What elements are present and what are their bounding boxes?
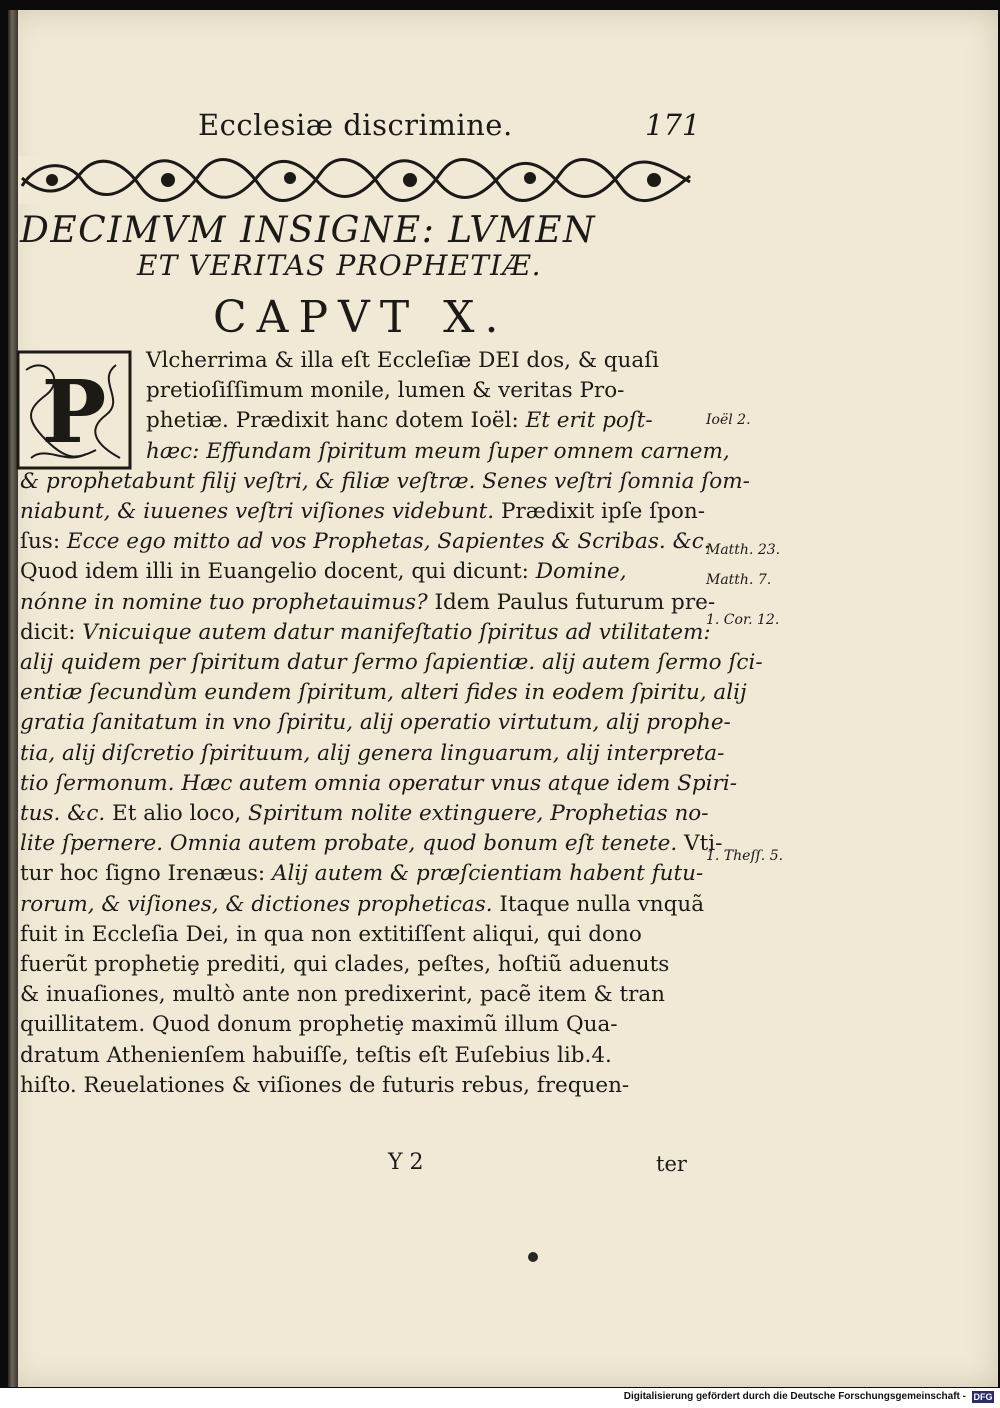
text-line (20, 1071, 629, 1101)
text-segment: fuit in Eccleſia Dei, in qua non extitiſſent aliqui, qui dono (20, 921, 642, 947)
heading-line-2: ET VERITAS PROPHETIÆ. (137, 249, 542, 282)
text-segment: hiſto. Reuelationes & viſiones de futuris rebus, frequen- (20, 1072, 630, 1098)
text-segment: alij quidem per ſpiritum datur ſermo ſapientiæ. alij autem ſermo ſci- (20, 650, 763, 675)
text-segment: dratum Athenienſem habuiſſe, teſtis eſt Euſebius lib.4. (20, 1042, 612, 1068)
book-spine (8, 10, 18, 1387)
text-segment: Itaque nulla vnquã (492, 891, 705, 917)
text-segment: pretioſiſſimum monile, lumen & veritas Pro- (146, 378, 625, 404)
text-line (146, 346, 659, 376)
text-line (20, 739, 724, 769)
text-line (20, 648, 763, 678)
text-segment: Vnicuique autem datur manifeſtatio ſpiritus ad vtilitatem: (82, 619, 711, 645)
text-segment: niabunt, & iuuenes veſtri viſiones videbunt. (20, 499, 495, 524)
text-line (20, 799, 709, 829)
text-segment: Prædixit ipſe ſpon- (494, 499, 705, 524)
text-segment: entiæ ſecundùm eundem ſpiritum, alteri fides in eodem ſpiritu, alij (20, 680, 747, 706)
ornamental-headpiece (18, 156, 694, 204)
text-segment: rorum, & viſiones, & dictiones propheticas. (20, 891, 493, 917)
text-line (20, 588, 715, 618)
text-line (20, 1041, 612, 1071)
heading-line-1: DECIMVM INSIGNE: LVMEN (20, 210, 597, 251)
text-segment: & prophetabunt filij veſtri, & filiæ veſtræ. Senes veſtri ſomnia ſom- (20, 468, 750, 494)
text-segment: Vlcherrima & illa eſt Eccleſiæ DEI dos, & quaſi (146, 348, 660, 373)
text-line (20, 618, 711, 648)
running-head: Ecclesiæ discrimine. (198, 108, 513, 142)
text-line (20, 678, 747, 708)
text-segment: tio ſermonum. Hæc autem omnia operatur vnus atque idem Spiri- (20, 770, 737, 796)
margin-note: 1. Cor. 12. (706, 612, 780, 628)
text-segment: lite ſpernere. Omnia autem probate, quod bonum eſt tenete. (20, 831, 678, 857)
chapter-heading: CAPVT X. (213, 292, 509, 343)
text-segment: quillitatem. Quod donum prophetiȩ maximũ illum Qua- (20, 1012, 618, 1038)
text-line (20, 527, 711, 557)
text-line (20, 950, 669, 980)
margin-note: Ioël 2. (706, 412, 751, 428)
signature-mark: Y 2 (388, 1150, 424, 1175)
text-line (20, 920, 642, 950)
text-segment: Domine, (535, 559, 627, 585)
text-segment: fuerũt prophetiȩ prediti, qui clades, peſtes, hoſtiũ aduenuts (20, 952, 670, 977)
text-line (146, 437, 730, 467)
margin-note: Matth. 7. (706, 572, 772, 588)
text-segment: Vti- (677, 831, 723, 857)
text-segment: hæc: Effundam ſpiritum meum ſuper omnem carnem, (146, 438, 730, 464)
text-segment: tus. &c. (20, 801, 106, 826)
text-line (20, 859, 703, 889)
text-segment: ſus: (20, 529, 67, 555)
text-line (20, 890, 704, 920)
page-number: 171 (645, 108, 701, 142)
text-segment: Idem Paulus futurum pre- (427, 589, 716, 615)
margin-note: Matth. 23. (706, 542, 781, 558)
initial-letter: P (41, 362, 107, 463)
text-line (20, 769, 737, 799)
text-line (146, 376, 624, 406)
text-line (146, 406, 653, 436)
text-segment: tur hoc ſigno Irenæus: (20, 861, 272, 887)
text-segment: Spiritum nolite extinguere, Prophetias no- (248, 801, 709, 826)
text-segment: dicit: (20, 619, 83, 645)
text-line (20, 980, 665, 1010)
text-line (20, 1010, 618, 1040)
text-segment: Quod idem illi in Euangelio docent, qui dicunt: (20, 559, 536, 585)
text-segment: nónne in nomine tuo prophetauimus? (20, 589, 428, 615)
text-segment: & inuaſiones, multò ante non predixerint, pacẽ item & tran (20, 982, 666, 1008)
dfg-logo: DFG (973, 1392, 993, 1402)
text-segment: Ecce ego mitto ad vos Prophetas, Sapientes & Scribas. &c. (66, 529, 711, 555)
text-line (20, 829, 722, 859)
footer-credit: Digitalisierung gefördert durch die Deutsche Forschungsgemeinschaft - (623, 1391, 966, 1402)
catchword: ter (656, 1152, 687, 1176)
margin-note: 1. Theſſ. 5. (706, 848, 784, 864)
decorated-initial (16, 350, 132, 470)
text-line (20, 708, 731, 738)
text-segment: Et alio loco, (105, 801, 249, 826)
text-line (20, 467, 750, 497)
text-segment: Alij autem & præſcientiam habent futu- (272, 861, 704, 887)
ink-spot (528, 1252, 538, 1262)
text-segment: tia, alij diſcretio ſpirituum, alij genera linguarum, alij interpreta- (20, 740, 725, 766)
text-segment: gratia ſanitatum in vno ſpiritu, alij operatio virtutum, alij prophe- (20, 710, 731, 736)
text-line (20, 557, 627, 587)
text-segment: Et erit poſt- (525, 408, 653, 434)
text-line (20, 497, 705, 527)
text-segment: phetiæ. Prædixit hanc dotem Ioël: (146, 408, 526, 434)
